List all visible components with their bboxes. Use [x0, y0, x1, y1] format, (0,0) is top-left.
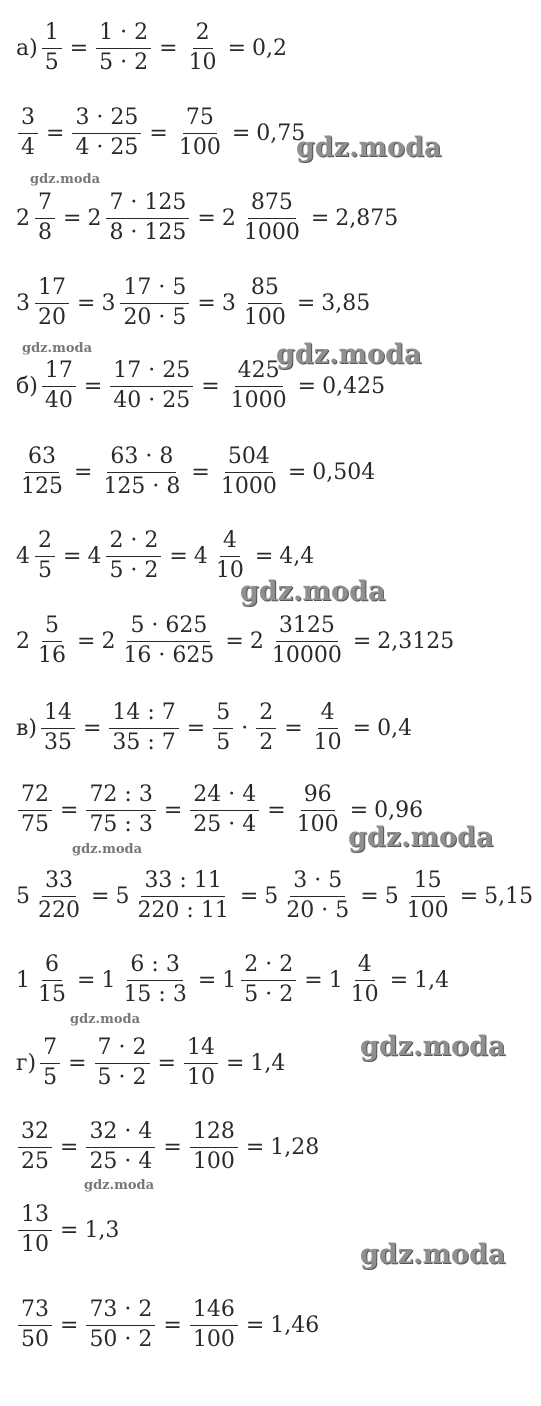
numerator: 2 · 2 — [106, 529, 161, 556]
fraction — [134, 869, 231, 922]
denominator: 220 : 11 — [137, 897, 229, 923]
numerator: 6 — [42, 953, 62, 980]
whole-part: 2 — [221, 205, 236, 231]
numerator: 2 · 2 — [241, 953, 296, 980]
numerator: 146 — [190, 1298, 238, 1325]
denominator: 50 — [21, 1326, 49, 1352]
numerator: 3 · 25 — [72, 106, 141, 133]
fraction — [35, 953, 69, 1006]
operator: = — [46, 120, 65, 146]
denominator: 5 · 2 — [99, 49, 149, 75]
denominator: 5 · 2 — [109, 557, 159, 583]
whole-part: 2 — [16, 628, 30, 654]
watermark: gdz.moda — [72, 842, 143, 857]
numerator: 14 — [41, 701, 75, 728]
item-label: г) — [16, 1050, 37, 1076]
operator: = — [287, 459, 307, 485]
numerator: 15 — [411, 869, 445, 896]
decimal-result: 1,4 — [414, 967, 450, 993]
numerator: 24 · 4 — [190, 783, 259, 810]
operator: = — [68, 1050, 87, 1076]
watermark: gdz.moda — [296, 132, 442, 163]
numerator: 32 · 4 — [86, 1120, 155, 1147]
fraction — [100, 445, 183, 498]
decimal-result: 1,3 — [84, 1217, 120, 1243]
whole-part: 1 — [16, 967, 30, 993]
numerator: 2 — [35, 529, 55, 556]
numerator: 1 · 2 — [96, 21, 151, 48]
numerator: 7 — [35, 191, 55, 218]
decimal-result: 0,4 — [377, 715, 413, 741]
watermark: gdz.moda — [30, 172, 101, 187]
fraction — [106, 191, 189, 244]
numerator: 2 — [256, 701, 276, 728]
denominator: 20 — [38, 304, 66, 330]
denominator: 10 — [186, 1064, 215, 1090]
fraction — [40, 1036, 60, 1089]
fraction — [190, 1298, 238, 1351]
operator: = — [297, 373, 317, 399]
whole-part: 5 — [16, 883, 30, 909]
fraction — [35, 276, 69, 329]
denominator: 20 · 5 — [286, 897, 350, 923]
fraction — [35, 191, 55, 244]
denominator: 16 · 625 — [123, 642, 215, 668]
operator: = — [239, 883, 259, 909]
numerator: 4 — [220, 529, 240, 556]
decimal-result: 0,96 — [374, 797, 424, 823]
operator: = — [159, 35, 178, 61]
denominator: 2 — [259, 729, 274, 755]
equation-line — [16, 1299, 319, 1351]
numerator: 504 — [225, 445, 273, 472]
fraction — [269, 614, 345, 667]
numerator: 73 · 2 — [86, 1298, 155, 1325]
denominator: 100 — [178, 134, 221, 160]
item-label: а) — [16, 35, 38, 61]
equation-line — [16, 192, 398, 244]
operator: = — [225, 628, 244, 654]
fraction — [18, 783, 52, 836]
operator: = — [83, 373, 103, 399]
denominator: 220 — [38, 897, 80, 923]
denominator: 10000 — [271, 642, 342, 668]
denominator: 40 — [44, 387, 73, 413]
denominator: 8 · 125 — [109, 219, 187, 245]
numerator: 5 · 625 — [127, 614, 210, 641]
equation-line — [16, 107, 305, 159]
operator: = — [63, 543, 82, 569]
denominator: 10 — [313, 729, 342, 755]
operator: = — [231, 120, 251, 146]
denominator: 25 · 4 — [193, 811, 257, 837]
numerator: 17 · 5 — [120, 276, 189, 303]
fraction — [120, 614, 217, 667]
denominator: 75 — [21, 811, 49, 837]
watermark: gdz.moda — [70, 1012, 141, 1027]
whole-part: 2 — [87, 205, 102, 231]
watermark: gdz.moda — [348, 822, 494, 853]
denominator: 8 — [38, 219, 52, 245]
numerator: 4 — [318, 701, 338, 728]
denominator: 100 — [406, 897, 449, 923]
denominator: 15 — [38, 981, 66, 1007]
operator: = — [197, 967, 217, 993]
numerator: 17 — [35, 276, 69, 303]
decimal-result: 0,75 — [256, 120, 306, 146]
operator: = — [304, 967, 323, 993]
whole-part: 1 — [328, 967, 343, 993]
denominator: 5 — [216, 729, 231, 755]
fraction — [241, 276, 289, 329]
denominator: 35 : 7 — [112, 729, 176, 755]
operator: = — [149, 120, 168, 146]
equation-line — [16, 22, 287, 74]
equation-line — [16, 360, 385, 412]
numerator: 17 · 25 — [110, 359, 193, 386]
numerator: 3 · 5 — [290, 869, 345, 896]
decimal-result: 0,425 — [322, 373, 386, 399]
numerator: 2 — [193, 21, 213, 48]
decimal-result: 1,46 — [270, 1312, 320, 1338]
operator: = — [197, 290, 216, 316]
operator: = — [163, 1312, 182, 1338]
equation-line — [16, 784, 423, 836]
fraction — [283, 869, 352, 922]
denominator: 125 · 8 — [103, 473, 181, 499]
fraction — [41, 701, 75, 754]
operator: = — [163, 1134, 182, 1160]
fraction — [190, 1120, 238, 1173]
denominator: 100 — [296, 811, 339, 837]
whole-part: 1 — [101, 967, 116, 993]
denominator: 10 — [215, 557, 244, 583]
equation-line — [16, 1204, 119, 1256]
fraction — [18, 106, 38, 159]
equation-line — [16, 1037, 285, 1089]
denominator: 100 — [192, 1326, 235, 1352]
numerator: 6 : 3 — [127, 953, 182, 980]
denominator: 25 · 4 — [89, 1148, 153, 1174]
item-label: в) — [16, 715, 37, 741]
equation-line — [16, 277, 370, 329]
denominator: 50 · 2 — [89, 1326, 153, 1352]
denominator: 5 — [44, 49, 59, 75]
whole-part: 4 — [193, 543, 208, 569]
operator: = — [60, 797, 79, 823]
operator: = — [63, 205, 82, 231]
equation-line — [16, 615, 454, 667]
operator: = — [69, 35, 89, 61]
whole-part: 1 — [222, 967, 237, 993]
fraction — [348, 953, 382, 1006]
operator: = — [169, 543, 188, 569]
denominator: 10 — [350, 981, 379, 1007]
operator: = — [227, 35, 246, 61]
operator: = — [77, 628, 96, 654]
numerator: 1 — [42, 21, 62, 48]
denominator: 5 · 2 — [97, 1064, 147, 1090]
operator: = — [360, 883, 379, 909]
fraction — [186, 21, 220, 74]
fraction — [120, 276, 189, 329]
numerator: 3125 — [276, 614, 338, 641]
equation-line — [16, 446, 375, 498]
whole-part: 5 — [115, 883, 130, 909]
denominator: 125 — [21, 473, 63, 499]
operator: = — [296, 290, 316, 316]
whole-part: 5 — [264, 883, 279, 909]
operator: = — [245, 1134, 265, 1160]
denominator: 40 · 25 — [113, 387, 191, 413]
operator: = — [77, 967, 96, 993]
fraction — [241, 953, 296, 1006]
whole-part: 4 — [87, 543, 102, 569]
whole-part: 2 — [101, 628, 116, 654]
decimal-result: 1,28 — [270, 1134, 320, 1160]
numerator: 7 · 125 — [106, 191, 189, 218]
operator: = — [201, 373, 220, 399]
decimal-result: 1,4 — [250, 1050, 286, 1076]
operator: = — [60, 1312, 79, 1338]
item-label: б) — [16, 373, 38, 399]
fraction — [294, 783, 342, 836]
operator: = — [77, 290, 96, 316]
fraction — [228, 359, 290, 412]
denominator: 5 · 2 — [244, 981, 294, 1007]
operator: = — [157, 1050, 176, 1076]
fraction — [42, 359, 76, 412]
numerator: 5 — [42, 614, 62, 641]
denominator: 25 — [21, 1148, 49, 1174]
denominator: 16 — [38, 642, 66, 668]
fraction — [213, 701, 233, 754]
fraction — [109, 701, 178, 754]
operator: = — [74, 459, 93, 485]
whole-part: 5 — [384, 883, 399, 909]
equation-line — [16, 870, 533, 922]
fraction — [86, 1120, 155, 1173]
decimal-result: 2,3125 — [377, 628, 455, 654]
equation-line — [16, 954, 449, 1006]
fraction — [184, 1036, 218, 1089]
fraction — [190, 783, 259, 836]
numerator: 875 — [248, 191, 296, 218]
numerator: 33 : 11 — [141, 869, 224, 896]
denominator: 5 — [38, 557, 52, 583]
equation-line — [16, 530, 314, 582]
numerator: 7 — [40, 1036, 60, 1063]
numerator: 63 — [25, 445, 59, 472]
fraction — [18, 1298, 52, 1351]
decimal-result: 4,4 — [279, 543, 315, 569]
watermark: gdz.moda — [240, 576, 386, 607]
decimal-result: 0,2 — [252, 35, 287, 61]
operator: = — [254, 543, 274, 569]
decimal-result: 2,875 — [335, 205, 399, 231]
operator: = — [389, 967, 409, 993]
operator: = — [245, 1312, 265, 1338]
whole-part: 4 — [16, 543, 30, 569]
fraction — [120, 953, 189, 1006]
operator: = — [186, 715, 206, 741]
numerator: 72 — [18, 783, 52, 810]
denominator: 4 — [21, 134, 35, 160]
numerator: 14 — [184, 1036, 218, 1063]
decimal-result: 0,504 — [312, 459, 376, 485]
fraction — [72, 106, 141, 159]
denominator: 1000 — [220, 473, 277, 499]
fraction — [311, 701, 345, 754]
operator: = — [349, 797, 369, 823]
fraction — [213, 529, 247, 582]
fraction — [96, 21, 151, 74]
operator: = — [91, 883, 110, 909]
fraction — [35, 614, 69, 667]
denominator: 4 · 25 — [75, 134, 139, 160]
decimal-result: 5,15 — [484, 883, 534, 909]
operator: = — [225, 1050, 245, 1076]
fraction — [18, 1120, 52, 1173]
numerator: 73 — [18, 1298, 52, 1325]
fraction — [176, 106, 224, 159]
watermark: gdz.moda — [360, 1031, 506, 1062]
equation-line — [16, 702, 412, 754]
denominator: 10 — [21, 1231, 49, 1257]
operator: = — [284, 715, 303, 741]
operator: · — [241, 715, 249, 741]
denominator: 1000 — [230, 387, 287, 413]
operator: = — [60, 1134, 79, 1160]
numerator: 128 — [190, 1120, 238, 1147]
equation-line — [16, 1121, 319, 1173]
fraction — [218, 445, 280, 498]
operator: = — [163, 797, 183, 823]
fraction — [110, 359, 193, 412]
operator: = — [191, 459, 210, 485]
numerator: 72 : 3 — [86, 783, 155, 810]
fraction — [86, 783, 155, 836]
denominator: 1000 — [243, 219, 300, 245]
numerator: 425 — [235, 359, 283, 386]
fraction — [241, 191, 303, 244]
numerator: 4 — [355, 953, 375, 980]
fraction — [42, 21, 62, 74]
numerator: 85 — [248, 276, 282, 303]
denominator: 75 : 3 — [89, 811, 153, 837]
denominator: 35 — [43, 729, 72, 755]
denominator: 20 · 5 — [123, 304, 187, 330]
denominator: 10 — [188, 49, 217, 75]
fraction — [35, 869, 83, 922]
numerator: 75 — [183, 106, 217, 133]
whole-part: 2 — [249, 628, 264, 654]
numerator: 33 — [42, 869, 76, 896]
numerator: 17 — [42, 359, 76, 386]
operator: = — [82, 715, 102, 741]
fraction — [256, 701, 276, 754]
whole-part: 3 — [101, 290, 116, 316]
numerator: 5 — [213, 701, 233, 728]
denominator: 100 — [192, 1148, 235, 1174]
operator: = — [60, 1217, 79, 1243]
whole-part: 2 — [16, 205, 30, 231]
numerator: 96 — [301, 783, 335, 810]
fraction — [18, 1203, 52, 1256]
fraction — [35, 529, 55, 582]
numerator: 63 · 8 — [107, 445, 176, 472]
fraction — [404, 869, 452, 922]
watermark: gdz.moda — [360, 1239, 506, 1270]
fraction — [106, 529, 161, 582]
watermark: gdz.moda — [22, 341, 93, 356]
numerator: 3 — [18, 106, 38, 133]
numerator: 32 — [18, 1120, 52, 1147]
operator: = — [310, 205, 330, 231]
whole-part: 3 — [221, 290, 236, 316]
numerator: 13 — [18, 1203, 52, 1230]
watermark: gdz.moda — [84, 1178, 155, 1193]
watermark: gdz.moda — [276, 339, 422, 370]
operator: = — [267, 797, 286, 823]
operator: = — [197, 205, 216, 231]
denominator: 100 — [243, 304, 286, 330]
denominator: 15 : 3 — [123, 981, 187, 1007]
operator: = — [352, 628, 372, 654]
whole-part: 3 — [16, 290, 30, 316]
fraction — [95, 1036, 150, 1089]
operator: = — [352, 715, 372, 741]
decimal-result: 3,85 — [321, 290, 371, 316]
denominator: 5 — [43, 1064, 58, 1090]
fraction — [86, 1298, 155, 1351]
operator: = — [459, 883, 479, 909]
numerator: 14 : 7 — [109, 701, 178, 728]
fraction — [18, 445, 66, 498]
numerator: 7 · 2 — [95, 1036, 150, 1063]
